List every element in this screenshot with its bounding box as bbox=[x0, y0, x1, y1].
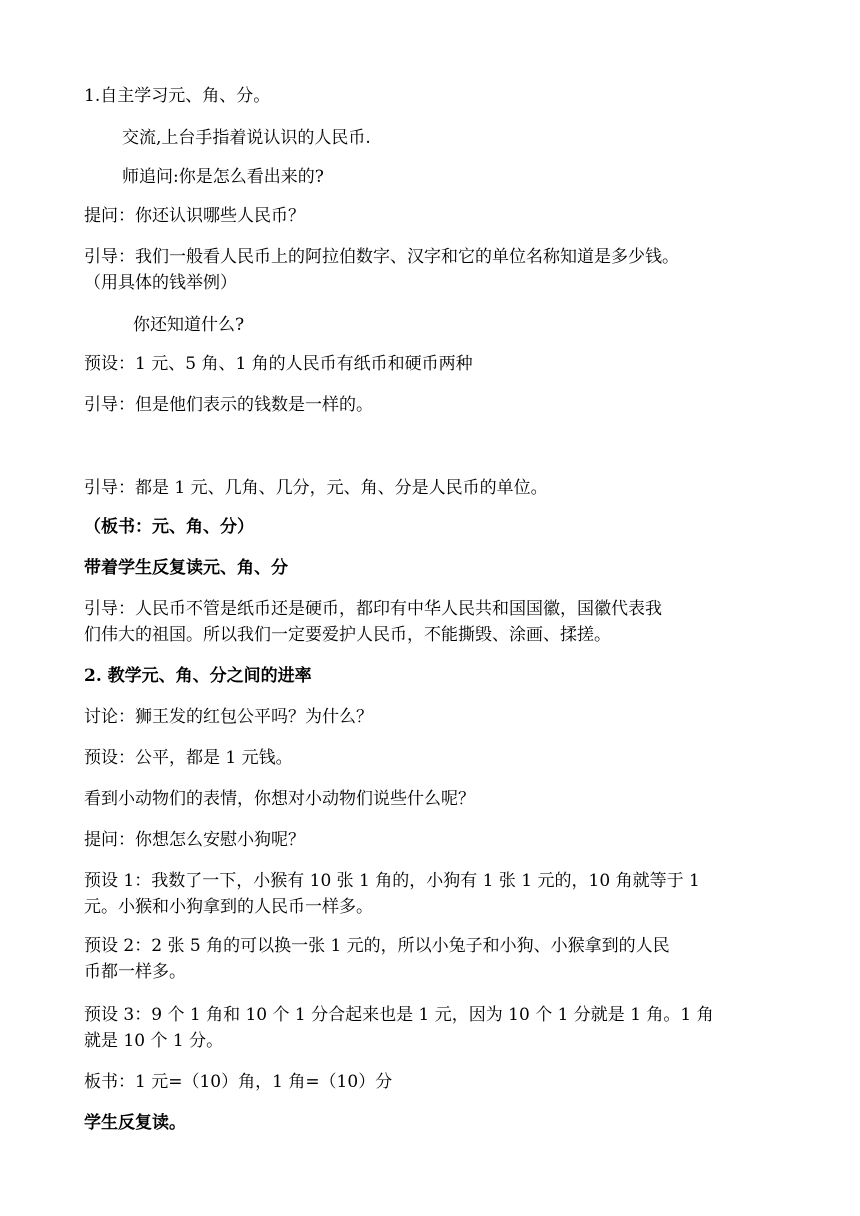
paragraph-1: 1.自主学习元、角、分。 bbox=[84, 86, 271, 106]
paragraph-18-line-1: 预设 1：我数了一下，小猴有 10 张 1 角的，小狗有 1 张 1 元的，10 角就等于 1 bbox=[84, 871, 700, 891]
paragraph-22: 学生反复读。 bbox=[84, 1113, 186, 1133]
paragraph-2: 交流,上台手指着说认识的人民币. bbox=[122, 128, 371, 148]
paragraph-8: 引导：但是他们表示的钱数是一样的。 bbox=[84, 395, 373, 415]
paragraph-17: 提问：你想怎么安慰小狗呢？ bbox=[84, 830, 305, 850]
paragraph-18-line-2: 元。小猴和小狗拿到的人民币一样多。 bbox=[84, 897, 373, 917]
paragraph-12-line-1: 引导：人民币不管是纸币还是硬币，都印有中华人民共和国国徽，国徽代表我 bbox=[84, 599, 662, 619]
paragraph-21: 板书：1 元=（10）角，1 角=（10）分 bbox=[84, 1072, 393, 1092]
paragraph-14: 讨论：狮王发的红包公平吗？为什么？ bbox=[84, 707, 373, 727]
paragraph-15: 预设：公平，都是 1 元钱。 bbox=[84, 748, 293, 768]
paragraph-3: 师追问:你是怎么看出来的? bbox=[122, 167, 324, 187]
paragraph-19-line-2: 币都一样多。 bbox=[84, 962, 186, 982]
paragraph-9: 引导：都是 1 元、几角、几分，元、角、分是人民币的单位。 bbox=[84, 478, 548, 498]
paragraph-16: 看到小动物们的表情，你想对小动物们说些什么呢？ bbox=[84, 789, 475, 809]
paragraph-12-line-2: 们伟大的祖国。所以我们一定要爱护人民币，不能撕毁、涂画、揉搓。 bbox=[84, 625, 611, 645]
paragraph-6: 你还知道什么? bbox=[133, 315, 245, 335]
paragraph-5-line-2: （用具体的钱举例） bbox=[84, 273, 237, 293]
paragraph-20-line-1: 预设 3：9 个 1 角和 10 个 1 分合起来也是 1 元，因为 10 个 1 分就是 1 角。1 角 bbox=[84, 1005, 714, 1025]
paragraph-20-line-2: 就是 10 个 1 分。 bbox=[84, 1031, 224, 1051]
paragraph-10: （板书：元、角、分） bbox=[84, 517, 254, 537]
paragraph-19-line-1: 预设 2：2 张 5 角的可以换一张 1 元的，所以小兔子和小狗、小猴拿到的人民 bbox=[84, 936, 670, 956]
paragraph-7: 预设：1 元、5 角、1 角的人民币有纸币和硬币两种 bbox=[84, 354, 473, 374]
paragraph-4: 提问：你还认识哪些人民币？ bbox=[84, 206, 305, 226]
paragraph-11: 带着学生反复读元、角、分 bbox=[84, 558, 288, 578]
paragraph-5-line-1: 引导：我们一般看人民币上的阿拉伯数字、汉字和它的单位名称知道是多少钱。 bbox=[84, 247, 679, 267]
section-heading-2: 2. 教学元、角、分之间的进率 bbox=[84, 666, 312, 686]
